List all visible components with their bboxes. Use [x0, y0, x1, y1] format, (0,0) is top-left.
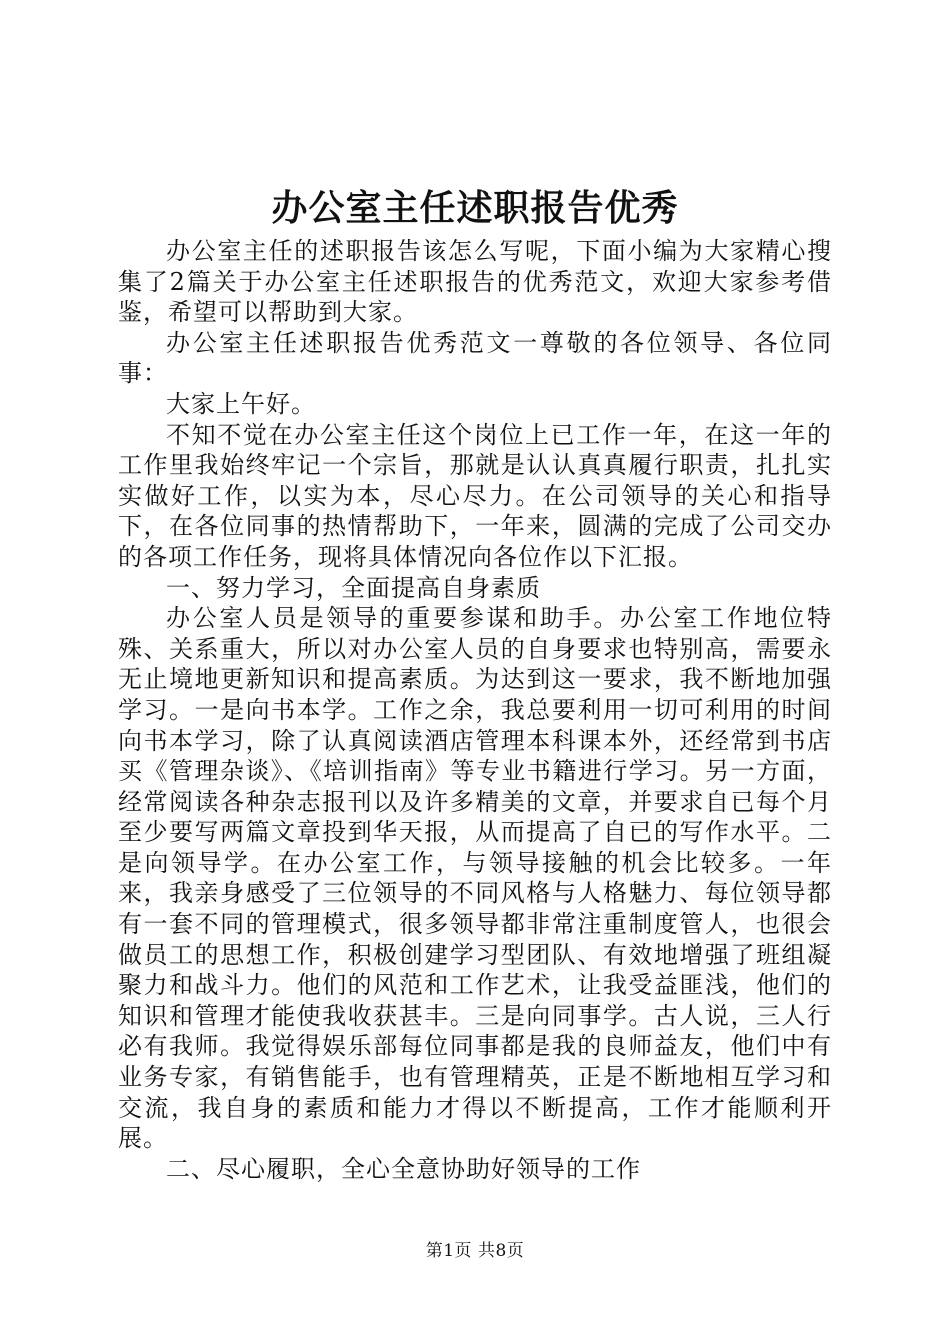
page-footer: 第1页 共8页: [425, 1241, 525, 1261]
intro-paragraph: 办公室主任的述职报告该怎么写呢，下面小编为大家精心搜集了2篇关于办公室主任述职报告的优秀范文，欢迎大家参考借鉴，希望可以帮助到大家。: [118, 237, 832, 327]
document-body: [118, 236, 832, 1184]
document-title: 办公室主任述职报告优秀: [271, 187, 679, 229]
sample-heading-paragraph: 办公室主任述职报告优秀范文一尊敬的各位领导、各位同事：: [118, 328, 832, 388]
section-heading-1: 一、努力学习，全面提高自身素质: [166, 573, 541, 602]
overview-paragraph: 不知不觉在办公室主任这个岗位上已工作一年，在这一年的工作里我始终牢记一个宗旨，那就是认认真真履行职责，扎扎实实做好工作，以实为本，尽心尽力。在公司领导的关心和指导下，在各位同事的热情帮助下，一年来，圆满的完成了公司交办的各项工作任务，现将具体情况向各位作以下汇报。: [118, 420, 832, 571]
study-paragraph: 办公室人员是领导的重要参谋和助手。办公室工作地位特殊、关系重大，所以对办公室人员的自身要求也特别高，需要永无止境地更新知识和提高素质。为达到这一要求，我不断地加强学习。一是向书本学。工作之余，我总要利用一切可利用的时间向书本学习，除了认真阅读酒店管理本科课本外，还经常到书店买《管理杂谈》、《培训指南》等专业书籍进行学习。另一方面，经常阅读各种杂志报刊以及许多精美的文章，并要求自已每个月至少要写两篇文章投到华天报，从而提高了自已的写作水平。二是向领导学。在办公室工作，与领导接触的机会比较多。一年来，我亲身感受了三位领导的不同风格与人格魅力、每位领导都有一套不同的管理模式，很多领导都非常注重制度管人，也很会做员工的思想工作，积极创建学习型团队、有效地增强了班组凝聚力和战斗力。他们的风范和工作艺术，让我受益匪浅，他们的知识和管理才能使我收获甚丰。三是向同事学。古人说，三人行必有我师。我觉得娱乐部每位同事都是我的良师益友，他们中有业务专家，有销售能手，也有管理精英，正是不断地相互学习和交流，我自身的素质和能力才得以不断提高，工作才能顺利开展。: [118, 604, 832, 1153]
greeting-paragraph: 大家上午好。: [166, 389, 316, 418]
section-heading-2: 二、尽心履职，全心全意协助好领导的工作: [166, 1154, 641, 1183]
